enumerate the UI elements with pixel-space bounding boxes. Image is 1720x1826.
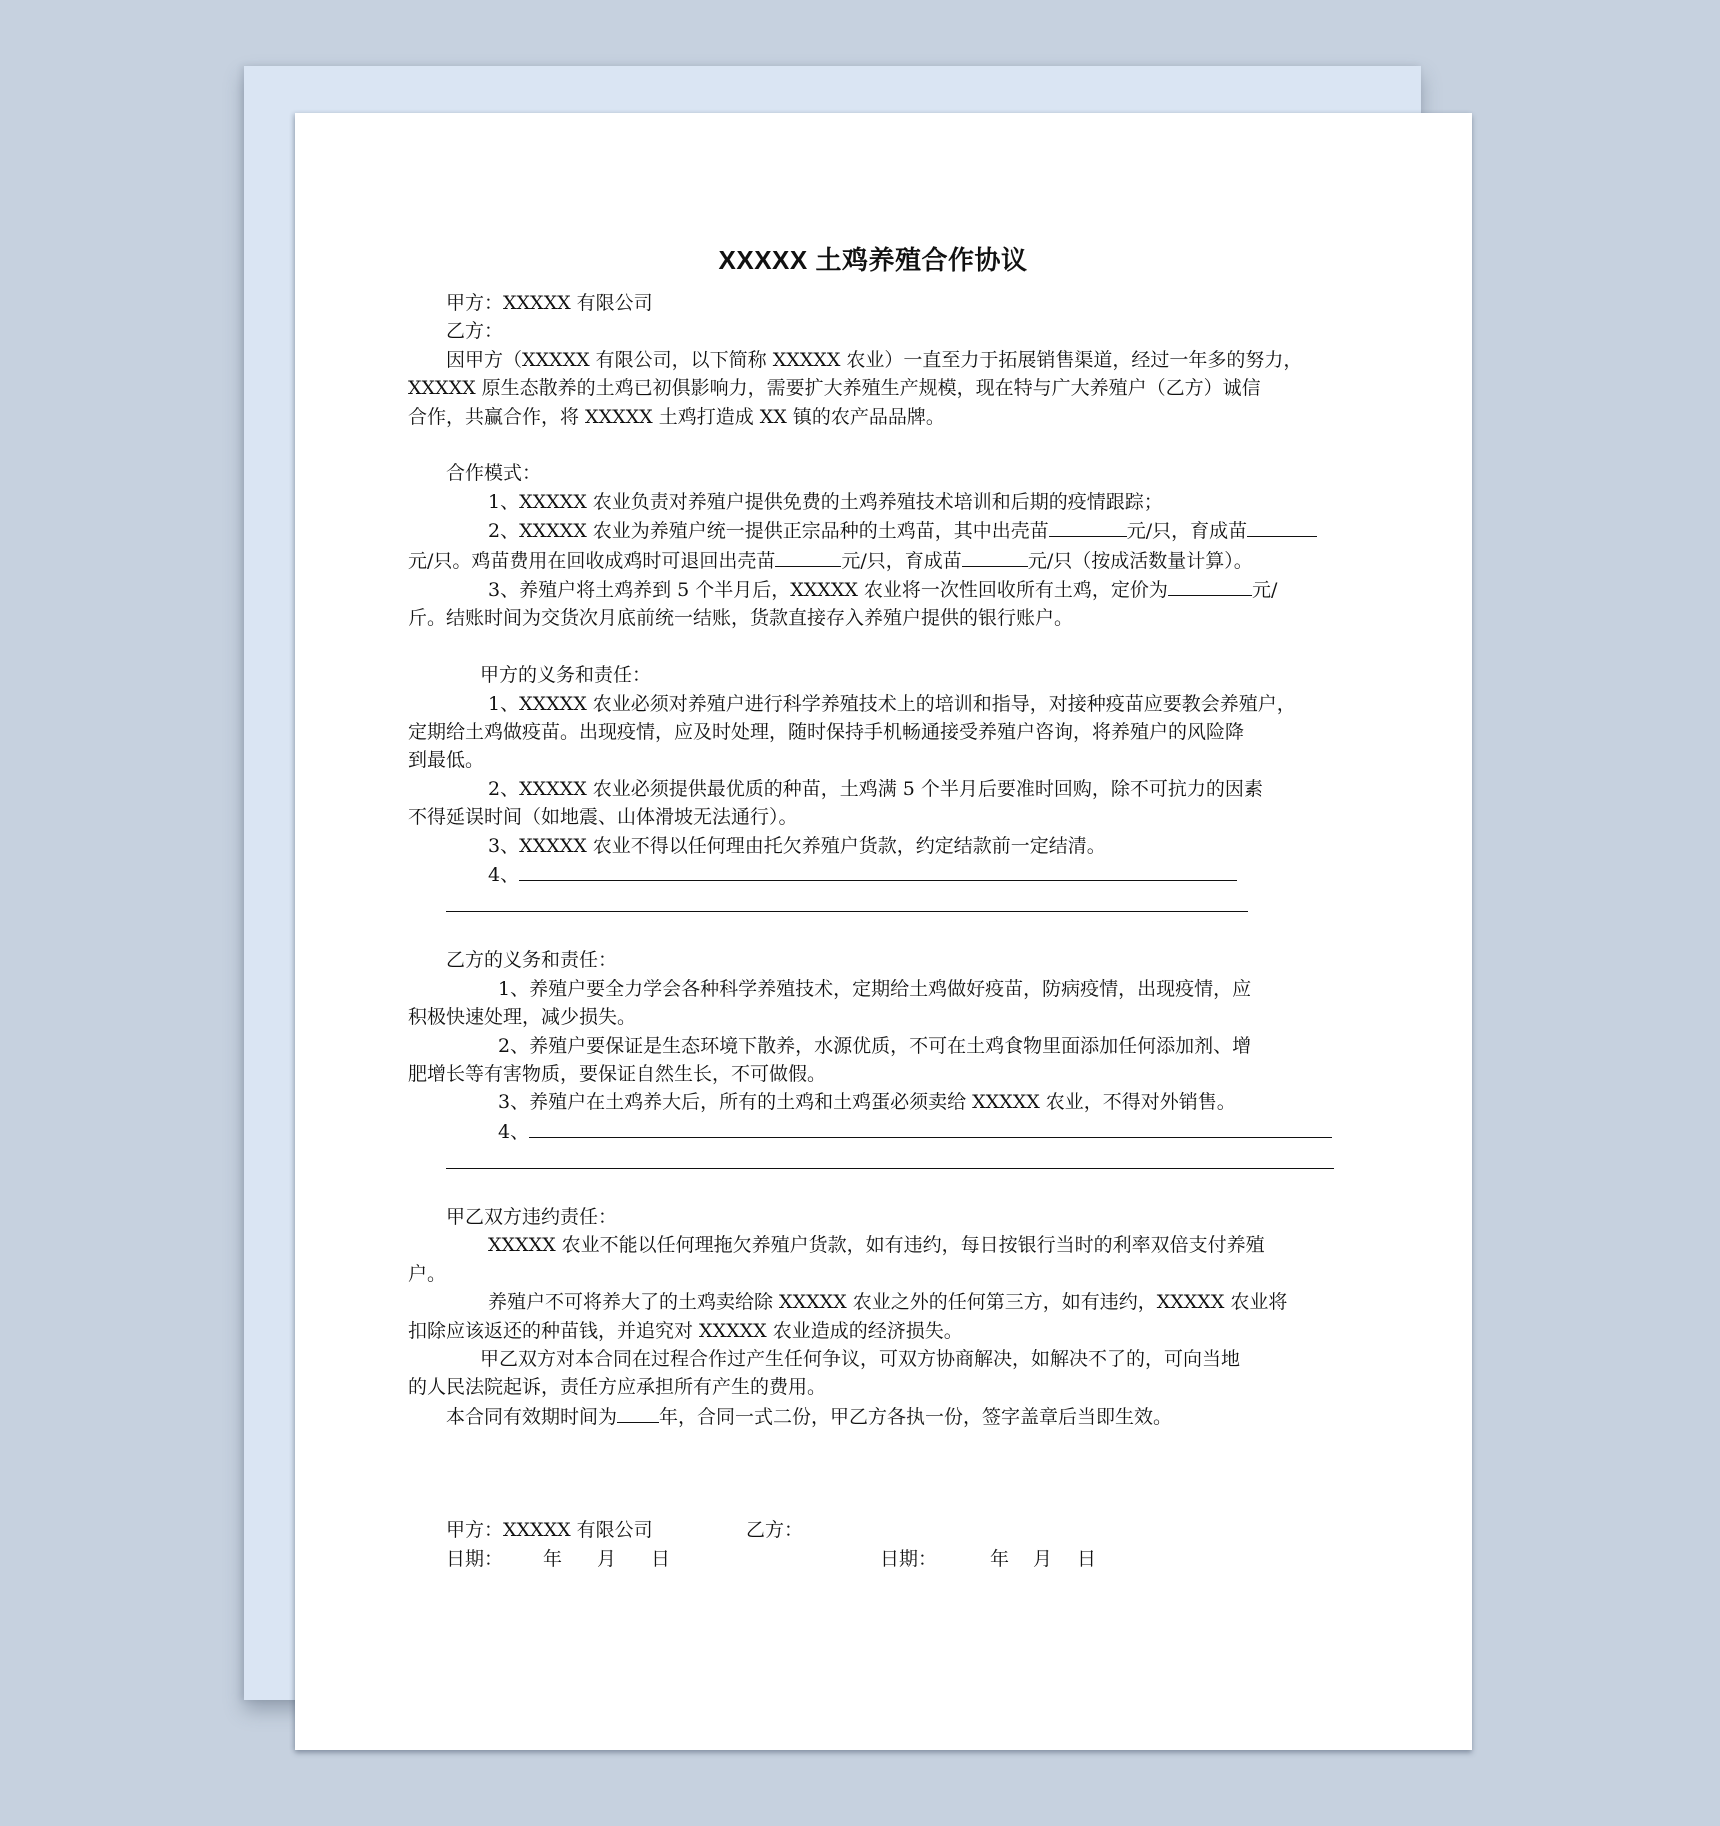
underline — [446, 1168, 1334, 1169]
cooperation-item-2-text-d: 元/只，育成苗 — [841, 549, 962, 572]
cooperation-item-2-text-b: 元/只，育成苗 — [1126, 520, 1248, 543]
cooperation-heading: 合作模式： — [446, 462, 542, 485]
date-label-a: 日期： — [446, 1547, 504, 1570]
spacer — [408, 1175, 1358, 1203]
cooperation-item-2-text-c: 元/只。鸡苗费用在回收成鸡时可退回出壳苗 — [408, 549, 776, 572]
signature-party-a: 甲方：XXXXX 有限公司 — [446, 1519, 653, 1542]
date-a-day: 日 — [651, 1547, 671, 1570]
document-title: XXXXX 土鸡养殖合作协议 — [718, 245, 1028, 275]
cooperation-item-2-cont — [408, 546, 1358, 575]
party-b-duty-1-cont: 积极快速处理，减少损失。 — [408, 1006, 637, 1029]
blank-party-b-duty-4[interactable] — [529, 1117, 1332, 1138]
date-a-year: 年 — [543, 1547, 563, 1570]
cooperation-item-2-text: 2、XXXXX 农业为养殖户统一提供正宗品种的土鸡苗，其中出壳苗 — [488, 520, 1049, 543]
party-b-duty-3: 3、养殖户在土鸡养大后，所有的土鸡和土鸡蛋必须卖给 XXXXX 农业，不得对外销售。 — [498, 1091, 1236, 1114]
intro-line-2: XXXXX 原生态散养的土鸡已初俱影响力，需要扩大养殖生产规模，现在特与广大养殖户（乙方）诚信 — [408, 377, 1261, 400]
breach-heading: 甲乙双方违约责任： — [446, 1205, 618, 1228]
cooperation-item-1: 1、XXXXX 农业负责对养殖户提供免费的土鸡养殖技术培训和后期的疫情跟踪； — [488, 490, 1163, 513]
breach-para-3-cont: 的人民法院起诉，责任方应承担所有产生的费用。 — [408, 1376, 827, 1399]
party-b-duty-1: 1、养殖户要全力学会各种科学养殖技术，定期给土鸡做好疫苗，防病疫情，出现疫情，应 — [498, 977, 1252, 1000]
party-a-duty-2-cont: 不得延误时间（如地震、山体滑坡无法通行）。 — [408, 806, 798, 829]
blank-line[interactable] — [408, 890, 1358, 918]
party-a-duty-4 — [408, 860, 1358, 889]
date-b-year: 年 — [990, 1547, 1010, 1570]
breach-para-1: XXXXX 农业不能以任何理拖欠养殖户货款，如有违约，每日按银行当时的利率双倍支付养殖 — [488, 1234, 1265, 1257]
cooperation-item-2-text-e: 元/只（按成活数量计算）。 — [1027, 549, 1253, 572]
party-a-duty-1-cont-2: 到最低。 — [408, 749, 485, 772]
party-b-duty-4 — [408, 1117, 1358, 1146]
date-label-b: 日期： — [880, 1547, 938, 1570]
breach-para-1-cont: 户。 — [408, 1262, 447, 1285]
cooperation-item-3-text: 3、养殖户将土鸡养到 5 个半月后，XXXXX 农业将一次性回收所有土鸡，定价为 — [488, 579, 1168, 602]
party-a-duty-1: 1、XXXXX 农业必须对养殖户进行科学养殖技术上的培训和指导，对接种疫苗应要教会养殖户， — [488, 692, 1296, 715]
party-a-duties-heading: 甲方的义务和责任： — [480, 664, 652, 687]
intro-line-1: 因甲方（XXXXX 有限公司，以下简称 XXXXX 农业）一直至力于拓展销售渠道，经过一年多的努力， — [446, 348, 1303, 371]
cooperation-item-3-cont: 斤。结账时间为交货次月底前统一结账，货款直接存入养殖户提供的银行账户。 — [408, 607, 1074, 630]
spacer — [408, 431, 1358, 459]
validity-text: 本合同有效期时间为 — [446, 1405, 618, 1428]
signature-row — [408, 1516, 1358, 1544]
date-b-day: 日 — [1077, 1547, 1097, 1570]
document-body — [408, 243, 1358, 1573]
party-a-duty-3: 3、XXXXX 农业不得以任何理由托欠养殖户货款，约定结款前一定结清。 — [488, 834, 1106, 857]
date-row — [408, 1545, 1358, 1573]
party-a-line: 甲方：XXXXX 有限公司 — [446, 292, 653, 314]
document-page — [295, 113, 1472, 1750]
cooperation-item-3 — [408, 575, 1358, 604]
cooperation-item-3-text-b: 元/ — [1251, 579, 1278, 602]
party-b-duty-4-number: 4、 — [498, 1120, 530, 1143]
validity-clause — [408, 1402, 1358, 1431]
party-b-duty-2: 2、养殖户要保证是生态环境下散养，水源优质，不可在土鸡食物里面添加任何添加剂、增 — [498, 1034, 1252, 1057]
party-b-duties-heading: 乙方的义务和责任： — [446, 949, 618, 972]
signature-party-b: 乙方： — [746, 1519, 804, 1542]
blank-party-a-duty-4[interactable] — [519, 860, 1237, 881]
blank-grown-chick-price[interactable] — [1247, 516, 1317, 537]
party-b-duty-2-cont: 肥增长等有害物质，要保证自然生长，不可做假。 — [408, 1062, 827, 1085]
spacer — [408, 1431, 1358, 1459]
date-b-month: 月 — [1033, 1547, 1053, 1570]
intro-line-3: 合作，共赢合作，将 XXXXX 土鸡打造成 XX 镇的农产品品牌。 — [408, 405, 945, 428]
spacer — [408, 633, 1358, 661]
blank-line[interactable] — [408, 1146, 1358, 1174]
blank-validity-years[interactable] — [617, 1402, 659, 1423]
breach-para-2: 养殖户不可将养大了的土鸡卖给除 XXXXX 农业之外的任何第三方，如有违约，XXXXX 农业将 — [488, 1291, 1288, 1314]
breach-para-3: 甲乙双方对本合同在过程合作过产生任何争议，可双方协商解决，如解决不了的，可向当地 — [480, 1347, 1241, 1370]
date-a-month: 月 — [597, 1547, 617, 1570]
party-a-duty-4-number: 4、 — [488, 864, 520, 887]
validity-text-b: 年，合同一式二份，甲乙方各执一份，签字盖章后当即生效。 — [659, 1405, 1173, 1428]
party-b-line: 乙方： — [446, 320, 504, 343]
cooperation-item-2 — [408, 516, 1358, 545]
spacer — [408, 918, 1358, 946]
underline — [446, 911, 1248, 912]
party-a-duty-1-cont: 定期给土鸡做疫苗。出现疫情，应及时处理，随时保持手机畅通接受养殖户咨询，将养殖户的风险降 — [408, 721, 1245, 744]
blank-refund-grown-chick[interactable] — [962, 546, 1028, 567]
spacer — [408, 1460, 1358, 1488]
blank-refund-shell-chick[interactable] — [775, 546, 841, 567]
breach-para-2-cont: 扣除应该返还的种苗钱，并追究对 XXXXX 农业造成的经济损失。 — [408, 1319, 963, 1342]
spacer — [408, 1488, 1358, 1516]
party-a-duty-2: 2、XXXXX 农业必须提供最优质的种苗，土鸡满 5 个半月后要准时回购，除不可抗力的因素 — [488, 777, 1263, 800]
blank-price-per-jin[interactable] — [1168, 575, 1252, 596]
blank-shell-chick-price[interactable] — [1049, 516, 1127, 537]
